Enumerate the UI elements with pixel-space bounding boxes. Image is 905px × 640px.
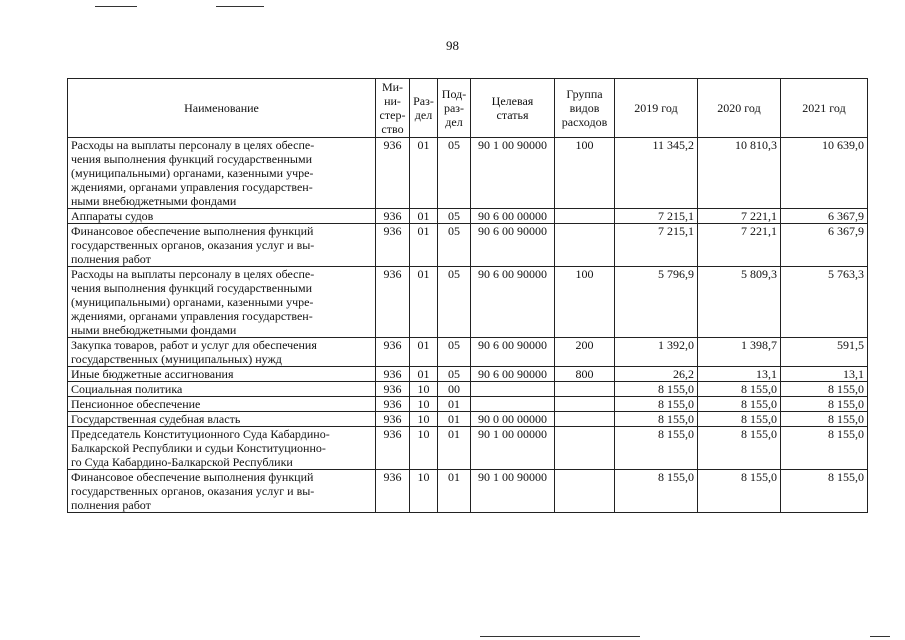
table-row [68,427,868,470]
cell-section: 01 [410,224,438,267]
cell-year-2021: 8 155,0 [781,427,868,470]
cell-name: Расходы на выплаты персоналу в целях обеспе- чения выполнения функций государственными (муниципальными) органами, казенными учре- ждениями, органами управления государствен- ными внебюджетными фондами [68,267,376,338]
cell-name: Расходы на выплаты персоналу в целях обеспе- чения выполнения функций государственными (муниципальными) органами, казенными учре- ждениями, органами управления государствен- ными внебюджетными фондами [68,138,376,209]
cell-ministry: 936 [376,338,410,367]
cell-ministry: 936 [376,470,410,513]
cell-expense-group: 800 [555,367,615,382]
cell-target: 90 6 00 90000 [471,267,555,338]
cell-year-2019: 7 215,1 [615,224,698,267]
table-row [68,470,868,513]
cell-year-2019: 5 796,9 [615,267,698,338]
cell-year-2020: 8 155,0 [698,412,781,427]
cell-ministry: 936 [376,397,410,412]
cell-year-2019: 26,2 [615,367,698,382]
table-row [68,382,868,397]
cell-expense-group [555,470,615,513]
cell-year-2019: 8 155,0 [615,412,698,427]
cell-expense-group [555,382,615,397]
cell-year-2020: 8 155,0 [698,397,781,412]
cell-target: 90 1 00 00000 [471,427,555,470]
cell-section: 01 [410,138,438,209]
top-rule-left [95,6,137,7]
header-year-2021: 2021 год [781,79,868,138]
header-name: Наименование [68,79,376,138]
cell-year-2019: 8 155,0 [615,427,698,470]
cell-target: 90 1 00 90000 [471,138,555,209]
cell-subsection: 05 [438,267,471,338]
cell-ministry: 936 [376,224,410,267]
cell-year-2019: 8 155,0 [615,470,698,513]
cell-expense-group [555,427,615,470]
cell-name: Председатель Конституционного Суда Кабардино- Балкарской Республики и судьи Конституционно- го Суда Кабардино-Балкарской Республики [68,427,376,470]
cell-ministry: 936 [376,382,410,397]
table-row [68,412,868,427]
table-row [68,367,868,382]
cell-section: 10 [410,470,438,513]
cell-year-2021: 5 763,3 [781,267,868,338]
cell-ministry: 936 [376,138,410,209]
cell-name: Финансовое обеспечение выполнения функций государственных органов, оказания услуг и вы- полнения работ [68,470,376,513]
header-expense-group: Группа видов расходов [555,79,615,138]
cell-year-2020: 10 810,3 [698,138,781,209]
cell-year-2020: 1 398,7 [698,338,781,367]
cell-target: 90 6 00 90000 [471,224,555,267]
cell-subsection: 01 [438,470,471,513]
cell-year-2020: 8 155,0 [698,427,781,470]
table-row [68,209,868,224]
cell-name: Иные бюджетные ассигнования [68,367,376,382]
header-section: Раз- дел [410,79,438,138]
table-row [68,338,868,367]
cell-year-2019: 8 155,0 [615,382,698,397]
cell-year-2020: 5 809,3 [698,267,781,338]
cell-year-2021: 6 367,9 [781,224,868,267]
cell-section: 10 [410,412,438,427]
table-header-row [68,79,868,138]
cell-year-2020: 7 221,1 [698,209,781,224]
cell-name: Пенсионное обеспечение [68,397,376,412]
cell-ministry: 936 [376,412,410,427]
cell-section: 01 [410,267,438,338]
cell-subsection: 05 [438,138,471,209]
cell-subsection: 01 [438,427,471,470]
cell-year-2020: 8 155,0 [698,382,781,397]
cell-section: 10 [410,382,438,397]
cell-expense-group: 100 [555,138,615,209]
cell-target: 90 0 00 00000 [471,412,555,427]
cell-target: 90 6 00 90000 [471,367,555,382]
cell-subsection: 00 [438,382,471,397]
cell-year-2019: 7 215,1 [615,209,698,224]
cell-section: 01 [410,338,438,367]
cell-subsection: 05 [438,367,471,382]
cell-target [471,397,555,412]
cell-target: 90 6 00 00000 [471,209,555,224]
cell-year-2019: 11 345,2 [615,138,698,209]
table-row [68,224,868,267]
cell-expense-group [555,209,615,224]
cell-name: Аппараты судов [68,209,376,224]
cell-section: 01 [410,367,438,382]
cell-subsection: 05 [438,224,471,267]
bottom-rule-right [870,636,890,637]
bottom-rule [480,636,640,637]
cell-expense-group [555,397,615,412]
cell-expense-group [555,224,615,267]
cell-expense-group: 200 [555,338,615,367]
budget-table [67,78,868,513]
cell-ministry: 936 [376,427,410,470]
cell-year-2021: 13,1 [781,367,868,382]
cell-subsection: 05 [438,338,471,367]
cell-name: Финансовое обеспечение выполнения функций государственных органов, оказания услуг и вы- полнения работ [68,224,376,267]
cell-year-2021: 591,5 [781,338,868,367]
cell-year-2021: 8 155,0 [781,397,868,412]
cell-section: 10 [410,427,438,470]
header-target: Целевая статья [471,79,555,138]
cell-name: Государственная судебная власть [68,412,376,427]
cell-target [471,382,555,397]
cell-year-2021: 10 639,0 [781,138,868,209]
cell-ministry: 936 [376,267,410,338]
cell-expense-group [555,412,615,427]
header-subsection: Под- раз- дел [438,79,471,138]
cell-subsection: 05 [438,209,471,224]
top-rule-right [216,6,264,7]
cell-expense-group: 100 [555,267,615,338]
cell-year-2021: 8 155,0 [781,382,868,397]
cell-year-2021: 8 155,0 [781,470,868,513]
cell-ministry: 936 [376,367,410,382]
cell-name: Закупка товаров, работ и услуг для обеспечения государственных (муниципальных) нужд [68,338,376,367]
cell-target: 90 6 00 90000 [471,338,555,367]
cell-year-2019: 8 155,0 [615,397,698,412]
cell-year-2019: 1 392,0 [615,338,698,367]
cell-year-2021: 8 155,0 [781,412,868,427]
cell-target: 90 1 00 90000 [471,470,555,513]
page-number: 98 [446,38,459,53]
table-row [68,267,868,338]
header-year-2020: 2020 год [698,79,781,138]
cell-subsection: 01 [438,397,471,412]
cell-section: 01 [410,209,438,224]
cell-year-2020: 7 221,1 [698,224,781,267]
table-body [68,138,868,513]
cell-subsection: 01 [438,412,471,427]
header-year-2019: 2019 год [615,79,698,138]
table-row [68,138,868,209]
table-row [68,397,868,412]
cell-year-2020: 13,1 [698,367,781,382]
cell-year-2021: 6 367,9 [781,209,868,224]
cell-year-2020: 8 155,0 [698,470,781,513]
cell-ministry: 936 [376,209,410,224]
cell-section: 10 [410,397,438,412]
header-ministry: Ми- ни- стер- ство [376,79,410,138]
cell-name: Социальная политика [68,382,376,397]
